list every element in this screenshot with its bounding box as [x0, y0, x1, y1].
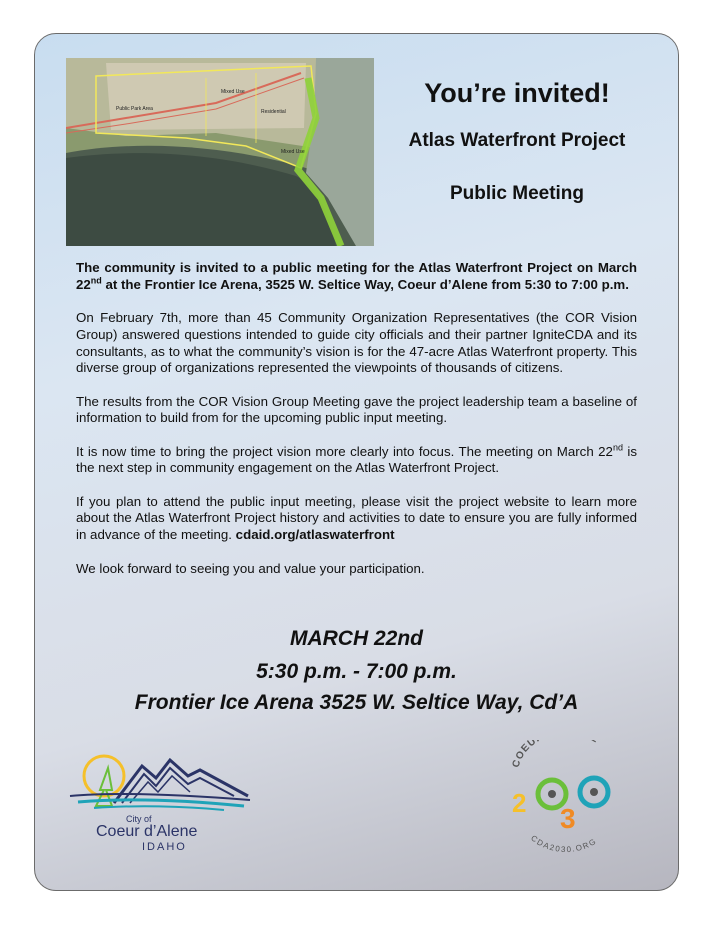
vision-group-paragraph: On February 7th, more than 45 Community Organization Representatives (the COR Vision Group) answered questions intended to guide city officials and their partner IgniteCDA and its consultants, as to what the community’s vision is for the 47-acre Atlas Waterfront property. This diverse group of organizations represented the viewpoints of thousands of citizens.: [76, 310, 637, 376]
website-paragraph: If you plan to attend the public input meeting, please visit the project website to learn more about the Atlas Waterfront Project history and activities to date to ensure you are fully informed in advance of the meeting. cdaid.org/atlaswaterfront: [76, 493, 637, 543]
next-step-paragraph: It is now time to bring the project vision more clearly into focus. The meeting on March 22nd is the next step in community engagement on the Atlas Waterfront Project.: [76, 442, 637, 476]
event-location: Frontier Ice Arena 3525 W. Seltice Way, Cd’A: [134, 691, 579, 714]
aerial-site-photo: [66, 58, 374, 246]
svg-text:3: 3: [560, 803, 576, 834]
cda2030-top-text: COEU: [510, 740, 539, 769]
photo-label-park: Public Park Area: [116, 106, 153, 112]
photo-label-mixed-2: Mixed Use: [281, 149, 305, 155]
cda2030-logo: [508, 740, 624, 858]
event-date: MARCH 22nd: [289, 627, 423, 650]
svg-text:COEUR D'ALENE: [511, 740, 601, 769]
city-of-label: City of: [126, 814, 152, 824]
photo-label-residential: Residential: [261, 109, 286, 115]
svg-text:2: 2: [512, 788, 527, 818]
svg-text:CDA2030.ORG: [529, 834, 598, 855]
city-of-coeur-dalene-logo: [64, 748, 254, 858]
idaho-label: IDAHO: [142, 841, 187, 853]
invite-title: You’re invited!: [424, 78, 610, 108]
project-title: Atlas Waterfront Project: [408, 130, 626, 151]
photo-label-mixed-1: Mixed Use: [221, 89, 245, 95]
intro-paragraph: The community is invited to a public meeting for the Atlas Waterfront Project on March 22nd at the Frontier Ice Arena, 3525 W. Seltice Way, Coeur d’Alene from 5:30 to 7:00 p.m.: [76, 260, 637, 292]
cda2030-url-text: CDA2030.ORG: [529, 833, 599, 855]
city-name-label: Coeur d’Alene: [96, 823, 198, 840]
event-time: 5:30 p.m. - 7:00 p.m.: [256, 660, 457, 683]
meeting-title: Public Meeting: [449, 183, 585, 204]
results-paragraph: The results from the COR Vision Group Meeting gave the project leadership team a baseline of information to build from for the upcoming public input meeting.: [76, 393, 637, 426]
closing-paragraph: We look forward to seeing you and value your participation.: [76, 560, 425, 576]
body-text: [76, 260, 637, 594]
website-link[interactable]: cdaid.org/atlaswaterfront: [235, 527, 395, 543]
